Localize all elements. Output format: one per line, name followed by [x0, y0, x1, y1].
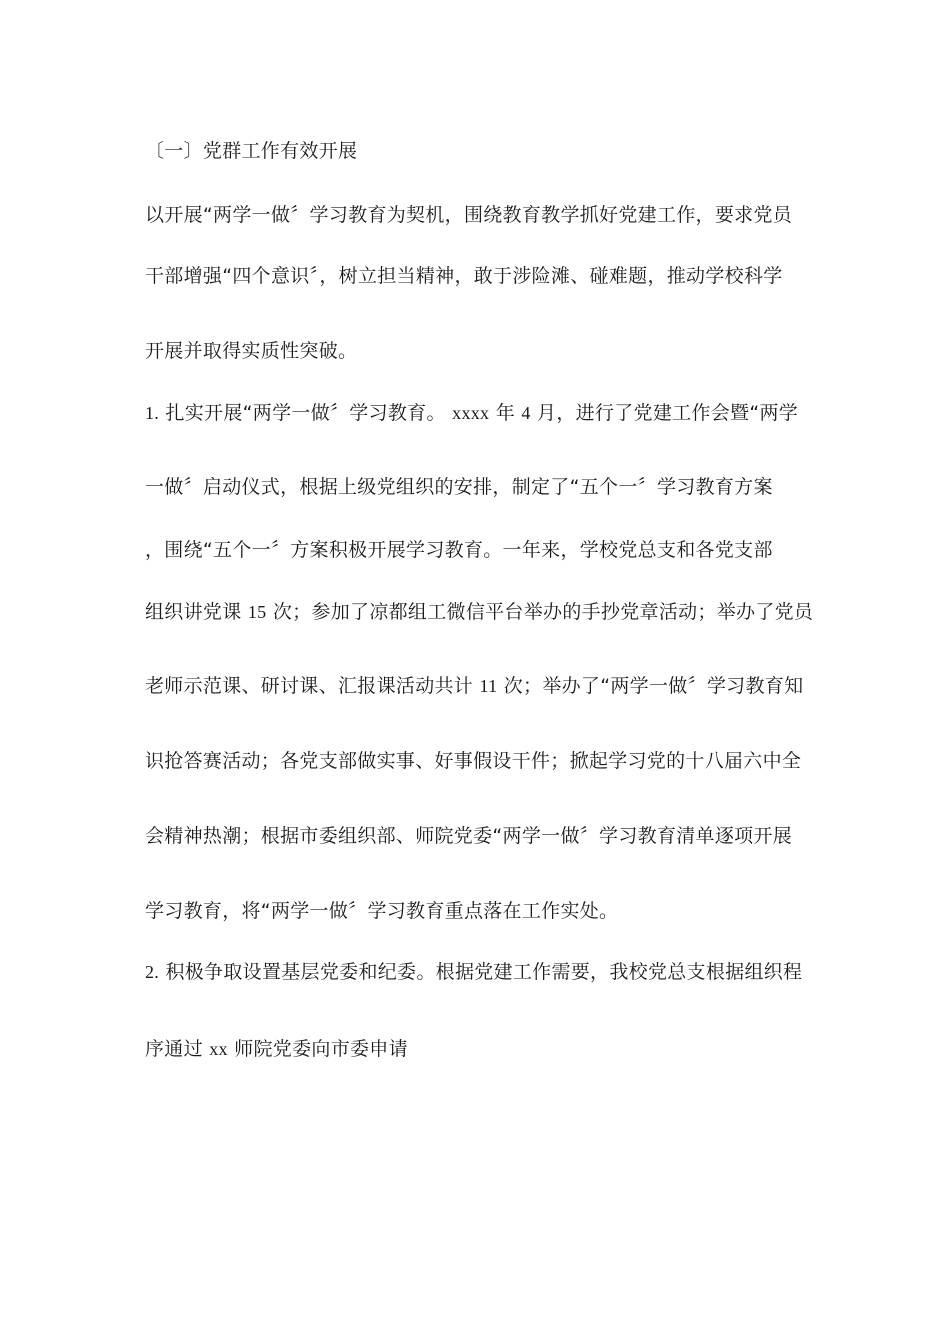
intro-line-1-text: 以开展“两学一做〞学习教育为契机，围绕教育教学抓好党建工作，要求党员	[145, 204, 793, 226]
item1-year-unit: 年	[495, 402, 516, 424]
item2-institution-placeholder: xx	[209, 1039, 228, 1059]
item1-line-7	[145, 824, 792, 848]
item1-line-6-text: 识抢答赛活动；各党支部做实事、好事假设干件；掀起学习党的十八届六中全	[145, 750, 802, 772]
item2-number: 2.	[145, 962, 160, 982]
item1-line-1-rest: 月，进行了党建工作会暨“两学	[537, 402, 799, 424]
item1-line-3	[145, 538, 773, 562]
item2-line-2	[145, 1037, 408, 1061]
intro-line-2	[145, 264, 783, 288]
item1-line-2	[145, 475, 773, 499]
item1-line-7-text: 会精神热潮；根据市委组织部、师院党委“两学一做〞学习教育清单逐项开展	[145, 825, 793, 847]
item1-line-4-a: 组织讲党课	[145, 601, 242, 623]
intro-line-3	[145, 339, 357, 363]
intro-line-2-text: 干部增强“四个意识〞，树立担当精神，敢于涉险滩、碰难题，推动学校科学	[145, 265, 783, 287]
item2-line-1-text: 积极争取设置基层党委和纪委。根据党建工作需要，我校党总支根据组织程	[165, 961, 803, 983]
item1-line-4	[145, 600, 813, 624]
item1-line-5-b: 次；举办了“两学一做〞学习教育知	[503, 675, 804, 697]
item1-line-8	[145, 899, 618, 923]
item1-line-2-text: 一做〞启动仪式，根据上级党组织的安排，制定了“五个一〞学习教育方案	[145, 476, 773, 498]
intro-line-1	[145, 203, 792, 227]
item1-line-6	[145, 749, 801, 773]
item1-title: 扎实开展“两学一做〞学习教育。	[165, 402, 446, 424]
item1-line-8-text: 学习教育，将“两学一做〞学习教育重点落在工作实处。	[145, 900, 619, 922]
item1-number: 1.	[145, 403, 160, 423]
intro-line-3-text: 开展并取得实质性突破。	[145, 340, 358, 362]
item2-line-2-b: 师院党委向市委申请	[234, 1038, 408, 1060]
section-heading	[145, 139, 357, 163]
item1-line-5	[145, 674, 803, 698]
item1-demo-lessons-count: 11	[479, 676, 498, 696]
item1-line-5-a: 老师示范课、研讨课、汇报课活动共计	[145, 675, 474, 697]
item1-month: 4	[521, 403, 531, 423]
item1-line-1	[145, 401, 798, 425]
item1-party-lessons-count: 15	[247, 602, 267, 622]
item1-line-4-b: 次；参加了凉都组工微信平台举办的手抄党章活动；举办了党员	[272, 601, 814, 623]
item1-year: xxxx	[452, 403, 490, 423]
section-heading-text: 〔一〕党群工作有效开展	[145, 140, 358, 162]
item2-line-1	[145, 960, 802, 984]
item2-line-2-a: 序通过	[145, 1038, 203, 1060]
item1-line-3-text: ，围绕“五个一〞方案积极开展学习教育。一年来，学校党总支和各党支部	[145, 539, 773, 561]
